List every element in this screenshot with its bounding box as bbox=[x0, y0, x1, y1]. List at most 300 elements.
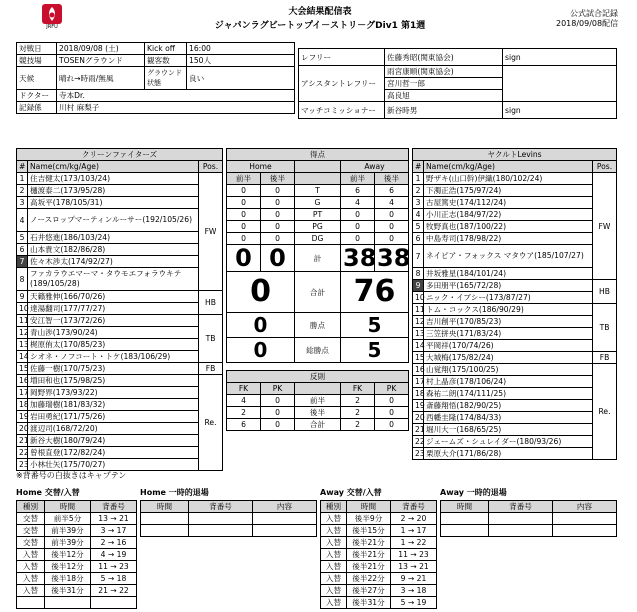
doctor-value: 寺本Dr. bbox=[57, 90, 295, 102]
logo-text: JRFU bbox=[46, 24, 58, 30]
referee-value: 佐藤秀昭(関東協会) bbox=[385, 49, 503, 66]
player-number: 9 bbox=[413, 280, 424, 292]
away-fk-count: 2 bbox=[341, 407, 375, 419]
sub-time: 後半12分 bbox=[45, 549, 91, 561]
home-pk-count: 0 bbox=[261, 419, 295, 431]
home-wins: 0 bbox=[227, 313, 295, 338]
away-col-pos: Pos. bbox=[593, 161, 617, 173]
roster-row bbox=[413, 221, 617, 233]
position-re: Re. bbox=[593, 364, 617, 460]
player-name: 青山渉(173/90/24) bbox=[28, 327, 199, 339]
player-name: 井坂雅星(184/101/24) bbox=[424, 268, 593, 280]
sub-row bbox=[321, 525, 437, 537]
sub-time: 後半22分 bbox=[347, 573, 391, 585]
fouls-title: 反則 bbox=[227, 371, 409, 383]
away-subs-title: Away 交替/入替 bbox=[320, 488, 382, 497]
sub-type: 入替 bbox=[321, 537, 347, 549]
position-hb: HB bbox=[593, 280, 617, 304]
away-subtotal-2: 38 bbox=[375, 245, 409, 272]
roster-row bbox=[17, 435, 223, 447]
ar-sign-area bbox=[503, 66, 617, 102]
foul-row bbox=[227, 407, 409, 419]
away-subs-col-num: 背番号 bbox=[391, 501, 437, 513]
roster-row bbox=[413, 340, 617, 352]
total-wins-label: 総勝点 bbox=[295, 338, 341, 363]
player-name: 古屋篤史(174/112/24) bbox=[424, 197, 593, 209]
match-info-table bbox=[16, 42, 295, 114]
away-first-half-score: 0 bbox=[341, 209, 375, 221]
position-fb: FB bbox=[199, 363, 223, 375]
home-second-half-score: 0 bbox=[261, 209, 295, 221]
empty-cell bbox=[553, 513, 617, 525]
sub-number: 4 → 19 bbox=[91, 549, 137, 561]
home-second-half-score: 0 bbox=[261, 221, 295, 233]
ground-label: グラウンド状態 bbox=[145, 67, 187, 90]
home-roster-table bbox=[16, 148, 223, 471]
home-subs-col-time: 時間 bbox=[45, 501, 91, 513]
away-total: 76 bbox=[341, 272, 409, 313]
player-name: 栗原大介(171/86/28) bbox=[424, 448, 593, 460]
sub-row bbox=[321, 573, 437, 585]
sub-time: 前半39分 bbox=[45, 525, 91, 537]
roster-row bbox=[413, 185, 617, 197]
player-name: 山本貴文(182/86/28) bbox=[28, 244, 199, 256]
roster-row bbox=[413, 209, 617, 221]
roster-row bbox=[413, 448, 617, 460]
player-name: 小川正志(184/97/22) bbox=[424, 209, 593, 221]
sub-time: 後半21分 bbox=[347, 537, 391, 549]
mc-sign: sign bbox=[503, 102, 617, 119]
sub-time: 後半31分 bbox=[45, 585, 91, 597]
score-row bbox=[227, 233, 409, 245]
roster-row bbox=[413, 436, 617, 448]
position-fb: FB bbox=[593, 352, 617, 364]
player-name: 野ザキ(山口幹)伊織(180/102/24) bbox=[424, 173, 593, 185]
player-name: 佐藤一樹(170/75/23) bbox=[28, 363, 199, 375]
away-pk-label: PK bbox=[375, 383, 409, 395]
sub-type: 入替 bbox=[17, 561, 45, 573]
player-number: 13 bbox=[413, 328, 424, 340]
away-pk-count: 0 bbox=[375, 395, 409, 407]
total-label: 合計 bbox=[295, 272, 341, 313]
player-number: 18 bbox=[413, 388, 424, 400]
sub-number: 13 → 21 bbox=[391, 561, 437, 573]
home-fk-count: 4 bbox=[227, 395, 261, 407]
roster-row bbox=[17, 185, 223, 197]
away-subs-col-type: 種別 bbox=[321, 501, 347, 513]
sub-row bbox=[321, 513, 437, 525]
roster-row bbox=[17, 447, 223, 459]
home-subs-title: Home 交替/入替 bbox=[16, 488, 80, 497]
home-temp-table bbox=[140, 500, 317, 537]
home-temp-col-content: 内容 bbox=[253, 501, 317, 513]
sub-time: 後半18分 bbox=[45, 573, 91, 585]
mc-label: マッチコミッショナー bbox=[299, 102, 385, 119]
away-second-half-score: 4 bbox=[375, 197, 409, 209]
foul-period-label: 合計 bbox=[295, 419, 341, 431]
player-name: 加藤瑞樹(181/83/32) bbox=[28, 399, 199, 411]
sub-number: 3 → 17 bbox=[91, 525, 137, 537]
home-second-half-score: 0 bbox=[261, 233, 295, 245]
roster-row bbox=[17, 315, 223, 327]
player-number: 20 bbox=[17, 423, 28, 435]
empty-cell bbox=[189, 525, 253, 537]
sub-type: 入替 bbox=[321, 513, 347, 525]
roster-row bbox=[413, 328, 617, 340]
player-name: 平岡祥(170/74/26) bbox=[424, 340, 593, 352]
foul-period-label: 前半 bbox=[295, 395, 341, 407]
away-second-half-score: 0 bbox=[375, 221, 409, 233]
player-name: シオネ・ノフコート・トケ(183/106/29) bbox=[28, 351, 199, 363]
roster-row bbox=[17, 291, 223, 303]
player-name: ニック・イブシー(173/87/27) bbox=[424, 292, 593, 304]
away-temp-title: Away 一時的退場 bbox=[440, 488, 507, 497]
score-row bbox=[227, 197, 409, 209]
away-pk-count: 0 bbox=[375, 407, 409, 419]
empty-cell bbox=[45, 597, 91, 609]
home-fk-count: 6 bbox=[227, 419, 261, 431]
home-subs-col-type: 種別 bbox=[17, 501, 45, 513]
sub-type: 入替 bbox=[321, 585, 347, 597]
foul-period-label: 後半 bbox=[295, 407, 341, 419]
player-number: 12 bbox=[17, 327, 28, 339]
roster-row bbox=[17, 375, 223, 387]
sub-row bbox=[17, 525, 137, 537]
sub-type: 入替 bbox=[321, 525, 347, 537]
player-number: 23 bbox=[413, 448, 424, 460]
sub-type: 入替 bbox=[321, 597, 347, 609]
player-name: 三笠拼央(171/83/24) bbox=[424, 328, 593, 340]
sub-number: 2 → 20 bbox=[391, 513, 437, 525]
sub-type: 入替 bbox=[17, 549, 45, 561]
player-name: 佐々木渉太(174/92/27) bbox=[28, 256, 199, 268]
away-pk-count: 0 bbox=[375, 419, 409, 431]
player-number: 8 bbox=[17, 268, 28, 291]
temp-row bbox=[141, 525, 317, 537]
sub-number: 5 → 18 bbox=[91, 573, 137, 585]
player-number: 16 bbox=[17, 375, 28, 387]
sub-type: 入替 bbox=[321, 573, 347, 585]
player-number: 14 bbox=[413, 340, 424, 352]
away-temp-col-time: 時間 bbox=[441, 501, 489, 513]
score-away-label: Away bbox=[341, 161, 409, 173]
player-name: 中島寿司(178/98/22) bbox=[424, 233, 593, 245]
player-name: 住吉健太(173/103/24) bbox=[28, 173, 199, 185]
ar-value-1: 雨宮康順(関東協会) bbox=[385, 66, 503, 78]
player-name: 小林壮矢(175/70/27) bbox=[28, 459, 199, 471]
player-number: 7 bbox=[17, 256, 28, 268]
player-number: 4 bbox=[17, 209, 28, 232]
player-number: 10 bbox=[17, 303, 28, 315]
roster-row bbox=[17, 173, 223, 185]
issue-date: 2018/09/08配信 bbox=[556, 19, 619, 28]
mc-value: 新谷時男 bbox=[385, 102, 503, 119]
roster-row bbox=[17, 209, 223, 232]
away-second-half-score: 0 bbox=[375, 209, 409, 221]
player-number: 12 bbox=[413, 316, 424, 328]
sub-number: 2 → 16 bbox=[91, 537, 137, 549]
recorder-value: 川村 麻梨子 bbox=[57, 102, 295, 114]
fouls-table bbox=[226, 370, 409, 431]
roster-row bbox=[413, 388, 617, 400]
player-number: 11 bbox=[413, 304, 424, 316]
player-number: 9 bbox=[17, 291, 28, 303]
sub-row bbox=[17, 585, 137, 597]
referee-label: レフリー bbox=[299, 49, 385, 66]
player-number: 17 bbox=[413, 376, 424, 388]
empty-cell bbox=[441, 513, 489, 525]
score-row bbox=[227, 221, 409, 233]
empty-cell bbox=[91, 597, 137, 609]
home-first-half-score: 0 bbox=[227, 233, 261, 245]
empty-cell bbox=[141, 513, 189, 525]
sub-number: 11 → 23 bbox=[91, 561, 137, 573]
score-table bbox=[226, 148, 409, 363]
roster-row bbox=[413, 304, 617, 316]
score-type-label: T bbox=[295, 185, 341, 197]
roster-row bbox=[17, 363, 223, 375]
home-pk-count: 0 bbox=[261, 407, 295, 419]
position-fw: FW bbox=[199, 173, 223, 291]
home-first-half-score: 0 bbox=[227, 185, 261, 197]
player-name: 達湯翻司(177/77/27) bbox=[28, 303, 199, 315]
subtotal-label: 計 bbox=[295, 245, 341, 272]
away-wins: 5 bbox=[341, 313, 409, 338]
player-name: 堀川大一(168/65/25) bbox=[424, 424, 593, 436]
sub-time: 前半5分 bbox=[45, 513, 91, 525]
sub-number: 1 → 17 bbox=[391, 525, 437, 537]
sub-number: 13 → 21 bbox=[91, 513, 137, 525]
player-name: 下濁正浩(175/97/24) bbox=[424, 185, 593, 197]
roster-row bbox=[17, 423, 223, 435]
player-number: 2 bbox=[413, 185, 424, 197]
temp-row bbox=[441, 513, 617, 525]
away-col-no: # bbox=[413, 161, 424, 173]
recorder-label: 記録係 bbox=[17, 102, 57, 114]
roster-row bbox=[17, 256, 223, 268]
roster-row bbox=[413, 424, 617, 436]
sub-row bbox=[17, 597, 137, 609]
sub-number: 11 → 23 bbox=[391, 549, 437, 561]
sub-type: 交替 bbox=[17, 537, 45, 549]
temp-row bbox=[441, 525, 617, 537]
player-number: 6 bbox=[413, 233, 424, 245]
player-name: 岡野界(173/93/22) bbox=[28, 387, 199, 399]
player-number: 1 bbox=[413, 173, 424, 185]
ar-value-3: 高良旭 bbox=[385, 90, 503, 102]
player-name: 村上晶彦(178/106/24) bbox=[424, 376, 593, 388]
player-number: 3 bbox=[413, 197, 424, 209]
doctor-label: ドクター bbox=[17, 90, 57, 102]
away-temp-col-content: 内容 bbox=[553, 501, 617, 513]
player-name: ジェームズ・シュレイダー(180/93/26) bbox=[424, 436, 593, 448]
player-number: 21 bbox=[17, 435, 28, 447]
away-temp-table bbox=[440, 500, 617, 537]
player-name: 梶原侑太(170/85/23) bbox=[28, 339, 199, 351]
roster-row bbox=[17, 459, 223, 471]
sub-row bbox=[321, 537, 437, 549]
sub-row bbox=[17, 513, 137, 525]
score-row bbox=[227, 185, 409, 197]
sub-time: 後半9分 bbox=[347, 513, 391, 525]
temp-row bbox=[141, 513, 317, 525]
player-number: 3 bbox=[17, 197, 28, 209]
roster-row bbox=[413, 197, 617, 209]
weather-label: 天候 bbox=[17, 67, 57, 90]
foul-row bbox=[227, 395, 409, 407]
roster-row bbox=[413, 316, 617, 328]
home-second-half-label: 後半 bbox=[261, 173, 295, 185]
player-name: 増田和也(175/98/25) bbox=[28, 375, 199, 387]
player-number: 20 bbox=[413, 412, 424, 424]
score-home-label: Home bbox=[227, 161, 295, 173]
home-total: 0 bbox=[227, 272, 295, 313]
home-total-wins: 0 bbox=[227, 338, 295, 363]
position-re: Re. bbox=[199, 375, 223, 471]
wins-label: 勝点 bbox=[295, 313, 341, 338]
position-tb: TB bbox=[593, 304, 617, 352]
roster-row bbox=[17, 339, 223, 351]
position-fw: FW bbox=[593, 173, 617, 280]
attendance-label: 観客数 bbox=[145, 55, 187, 67]
empty-cell bbox=[253, 513, 317, 525]
roster-row bbox=[17, 327, 223, 339]
roster-row bbox=[17, 232, 223, 244]
roster-row bbox=[413, 376, 617, 388]
home-fk-count: 2 bbox=[227, 407, 261, 419]
sub-number: 1 → 22 bbox=[391, 537, 437, 549]
player-name: トム・コックス(186/90/29) bbox=[424, 304, 593, 316]
away-subs-table bbox=[320, 500, 437, 609]
player-name: 岩田勇紀(171/75/26) bbox=[28, 411, 199, 423]
player-number: 17 bbox=[17, 387, 28, 399]
player-name: 斎藤翔悟(182/90/25) bbox=[424, 400, 593, 412]
home-col-name: Name(cm/kg/Age) bbox=[28, 161, 199, 173]
away-col-name: Name(cm/kg/Age) bbox=[424, 161, 593, 173]
player-number: 1 bbox=[17, 173, 28, 185]
roster-row bbox=[17, 197, 223, 209]
player-number: 22 bbox=[413, 436, 424, 448]
sub-row bbox=[321, 549, 437, 561]
empty-cell bbox=[489, 525, 553, 537]
sub-row bbox=[17, 549, 137, 561]
home-temp-col-num: 背番号 bbox=[189, 501, 253, 513]
away-team-name: ヤクルトLevins bbox=[413, 149, 617, 161]
captain-note: ※背番号の白抜きはキャプテン bbox=[16, 471, 127, 480]
player-name: 樋渡泰二(173/95/28) bbox=[28, 185, 199, 197]
roster-row bbox=[17, 351, 223, 363]
sub-time: 後半21分 bbox=[347, 561, 391, 573]
player-name: ファカラウエマーマ・タウモエフォラウキテ(189/105/28) bbox=[28, 268, 199, 291]
date-label: 対戦日 bbox=[17, 43, 57, 55]
player-name: 多田朋平(165/72/28) bbox=[424, 280, 593, 292]
player-name: 山覚翔(175/100/25) bbox=[424, 364, 593, 376]
score-type-label: G bbox=[295, 197, 341, 209]
sub-type: 入替 bbox=[321, 561, 347, 573]
empty-cell bbox=[17, 597, 45, 609]
sub-type: 交替 bbox=[17, 525, 45, 537]
player-number: 21 bbox=[413, 424, 424, 436]
home-col-no: # bbox=[17, 161, 28, 173]
player-number: 19 bbox=[413, 400, 424, 412]
player-name: 大城梅(175/82/24) bbox=[424, 352, 593, 364]
roster-row bbox=[413, 352, 617, 364]
home-temp-title: Home 一時的退場 bbox=[140, 488, 209, 497]
foul-row bbox=[227, 419, 409, 431]
sub-type: 入替 bbox=[17, 573, 45, 585]
away-subs-col-time: 時間 bbox=[347, 501, 391, 513]
weather-value: 晴れ→時雨/無風 bbox=[57, 67, 145, 90]
report-title: 大会結果配信表 bbox=[288, 7, 352, 17]
roster-row bbox=[17, 387, 223, 399]
venue-value: TOSENグラウンド bbox=[57, 55, 145, 67]
sub-row bbox=[17, 561, 137, 573]
roster-row bbox=[17, 411, 223, 423]
player-number: 15 bbox=[17, 363, 28, 375]
player-name: 吉川創平(170/85/23) bbox=[424, 316, 593, 328]
sub-row bbox=[17, 537, 137, 549]
home-first-half-label: 前半 bbox=[227, 173, 261, 185]
empty-cell bbox=[441, 525, 489, 537]
player-name: 森祐二朗(174/111/25) bbox=[424, 388, 593, 400]
empty-cell bbox=[189, 513, 253, 525]
player-number: 11 bbox=[17, 315, 28, 327]
away-total-wins: 5 bbox=[341, 338, 409, 363]
sub-number: 21 → 22 bbox=[91, 585, 137, 597]
sub-row bbox=[17, 573, 137, 585]
roster-row bbox=[413, 364, 617, 376]
roster-row bbox=[17, 268, 223, 291]
home-second-half-score: 0 bbox=[261, 185, 295, 197]
jrfu-logo bbox=[42, 4, 62, 30]
ar-value-2: 宮川哲一郎 bbox=[385, 78, 503, 90]
away-second-half-label: 後半 bbox=[375, 173, 409, 185]
ar-label: アシスタントレフリー bbox=[299, 66, 385, 102]
roster-row bbox=[413, 280, 617, 292]
home-temp-col-time: 時間 bbox=[141, 501, 189, 513]
player-number: 19 bbox=[17, 411, 28, 423]
roster-row bbox=[17, 399, 223, 411]
player-number: 7 bbox=[413, 245, 424, 268]
score-type-label: PT bbox=[295, 209, 341, 221]
empty-cell bbox=[489, 513, 553, 525]
player-number: 5 bbox=[413, 221, 424, 233]
player-number: 8 bbox=[413, 268, 424, 280]
player-name: 安江智一(173/72/26) bbox=[28, 315, 199, 327]
home-col-pos: Pos. bbox=[199, 161, 223, 173]
sub-type: 入替 bbox=[321, 549, 347, 561]
away-fk-label: FK bbox=[341, 383, 375, 395]
player-name: 石井悠進(186/103/24) bbox=[28, 232, 199, 244]
home-subs-table bbox=[16, 500, 137, 609]
player-number: 22 bbox=[17, 447, 28, 459]
kickoff-value: 16:00 bbox=[187, 43, 295, 55]
attendance-value: 150人 bbox=[187, 55, 295, 67]
away-first-half-score: 4 bbox=[341, 197, 375, 209]
sub-time: 前半39分 bbox=[45, 537, 91, 549]
venue-label: 競技場 bbox=[17, 55, 57, 67]
player-name: 曾根直登(172/82/24) bbox=[28, 447, 199, 459]
player-number: 10 bbox=[413, 292, 424, 304]
player-name: 西幡圭隆(174/84/33) bbox=[424, 412, 593, 424]
sub-row bbox=[321, 597, 437, 609]
home-second-half-score: 0 bbox=[261, 197, 295, 209]
home-team-name: クリーンファイターズ bbox=[17, 149, 223, 161]
roster-row bbox=[413, 173, 617, 185]
away-first-half-score: 0 bbox=[341, 233, 375, 245]
officials-table bbox=[298, 48, 617, 119]
date-value: 2018/09/08 (土) bbox=[57, 43, 145, 55]
